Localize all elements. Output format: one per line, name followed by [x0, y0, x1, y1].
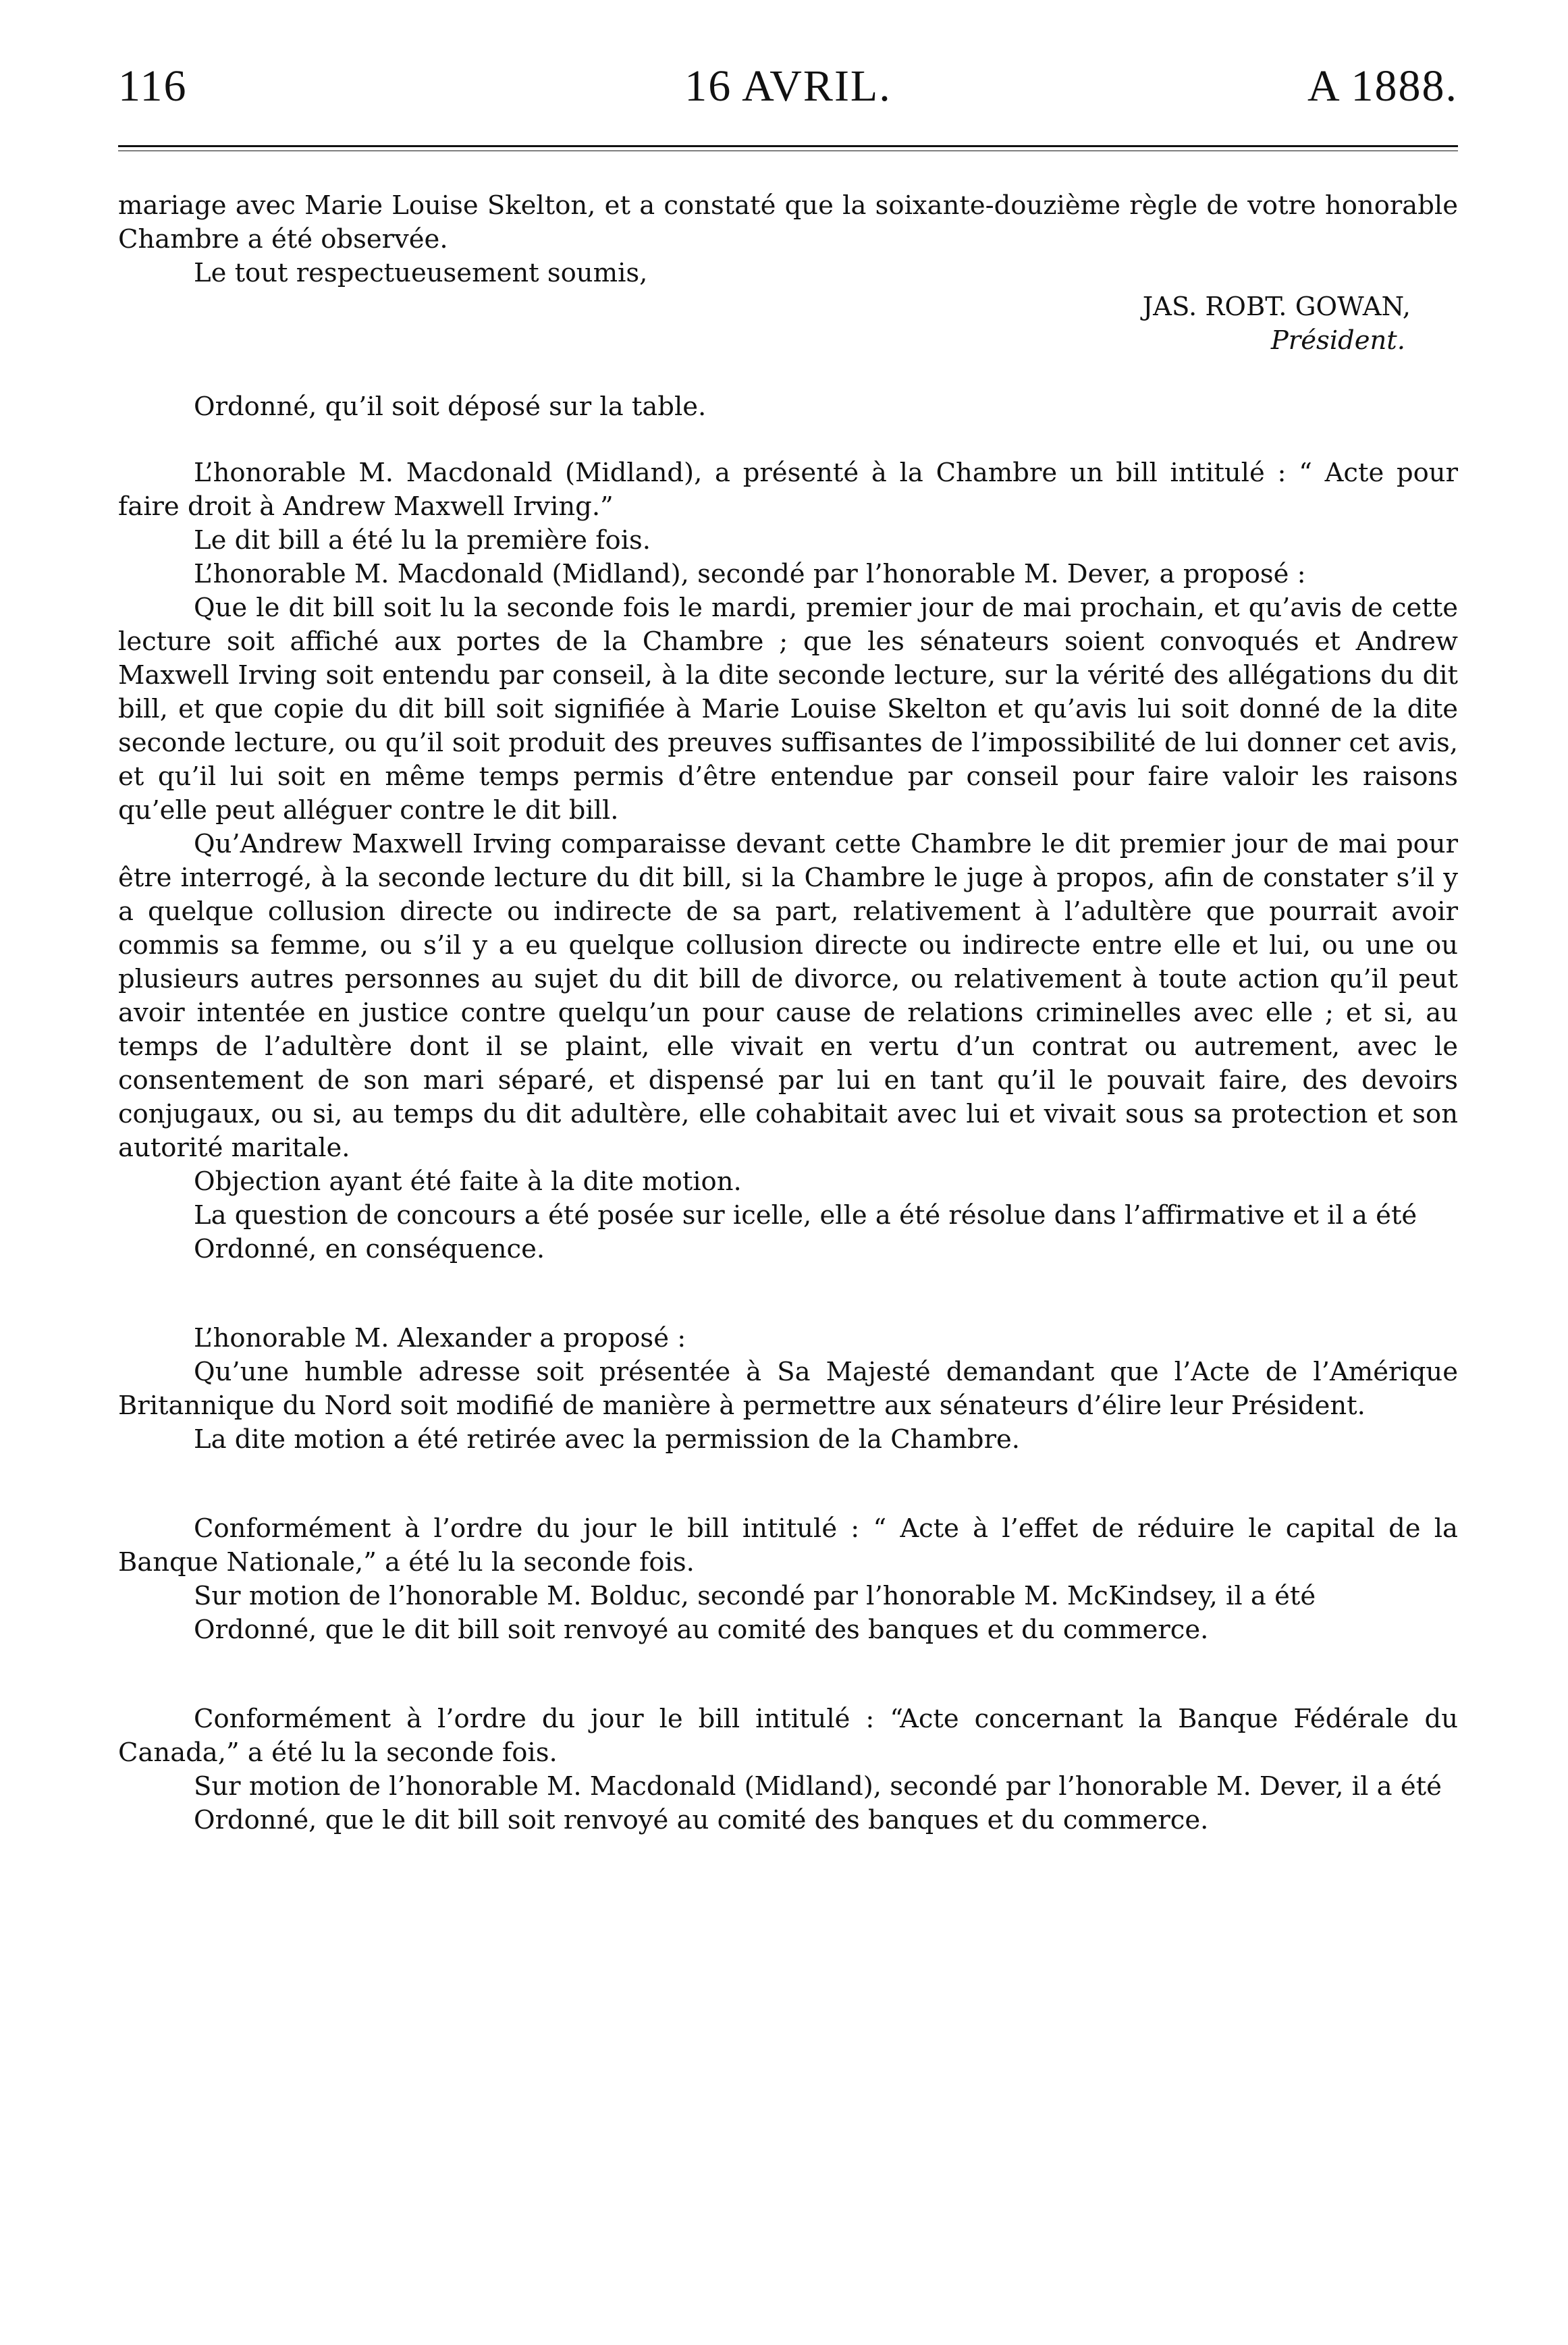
paragraph: Sur motion de l’honorable M. Bolduc, secondé par l’honorable M. McKindsey, il a été	[194, 1581, 1316, 1611]
paragraph: L’honorable M. Macdonald (Midland), a présenté à la Chambre un bill intitulé : “ Acte pour faire droit à Andrew Maxwell Irving.”	[118, 458, 1458, 522]
page-number: 116	[118, 61, 188, 111]
signature-title: Président.	[1270, 325, 1405, 356]
paragraph: Conformément à l’ordre du jour le bill intitulé : “Acte concernant la Banque Fédérale du Canada,” a été lu la seconde fois.	[118, 1704, 1458, 1768]
paragraph: Le dit bill a été lu la première fois.	[194, 525, 651, 556]
paragraph: Ordonné, qu’il soit déposé sur la table.	[194, 392, 707, 422]
paragraph: Ordonné, en conséquence.	[194, 1234, 545, 1264]
header-rule	[118, 145, 1458, 147]
document-body	[118, 189, 1458, 1837]
paragraph: L’honorable M. Alexander a proposé :	[194, 1323, 686, 1353]
paragraph: Ordonné, que le dit bill soit renvoyé au comité des banques et du commerce.	[194, 1615, 1209, 1645]
paragraph: Qu’Andrew Maxwell Irving comparaisse devant cette Chambre le dit premier jour de mai pour être interrogé, à la seconde lecture du dit bill, si la Chambre le juge à propos, afin de constater s’il y a quelque collusion directe ou indirecte de sa part, relativement à l’adultère que pourrait avoir commis sa femme, ou s’il y a eu quelque collusion directe ou indirecte entre elle et lui, ou une ou plusieurs autres personnes au sujet du dit bill de divorce, ou relativement à toute action qu’il peut avoir intentée en justice contre quelqu’un pour cause de relations criminelles avec elle ; et si, au temps de l’adultère dont il se plaint, elle vivait en vertu d’un contrat ou autrement, avec le consentement de son mari séparé, et dispensé par lui en tant qu’il le pouvait faire, des devoirs conjugaux, ou si, au temps du dit adultère, elle cohabitait avec lui et vivait sous sa protection et son autorité maritale.	[118, 829, 1458, 1163]
running-head-date: 16 AVRIL.	[684, 61, 892, 111]
paragraph: La dite motion a été retirée avec la permission de la Chambre.	[194, 1424, 1020, 1455]
paragraph: Sur motion de l’honorable M. Macdonald (Midland), secondé par l’honorable M. Dever, il a été	[194, 1771, 1442, 1802]
signature-name: JAS. ROBT. GOWAN,	[1142, 292, 1411, 322]
paragraph: La question de concours a été posée sur icelle, elle a été résolue dans l’affirmative et il a été	[194, 1200, 1417, 1231]
running-head-year: A 1888.	[1307, 61, 1458, 111]
running-head	[118, 61, 1458, 135]
page	[118, 61, 1458, 2315]
paragraph: Ordonné, que le dit bill soit renvoyé au comité des banques et du commerce.	[194, 1805, 1209, 1835]
paragraph: Qu’une humble adresse soit présentée à Sa Majesté demandant que l’Acte de l’Amérique Britannique du Nord soit modifié de manière à permettre aux sénateurs d’élire leur Président.	[118, 1357, 1458, 1421]
paragraph: Conformément à l’ordre du jour le bill intitulé : “ Acte à l’effet de réduire le capital de la Banque Nationale,” a été lu la seconde fois.	[118, 1513, 1458, 1578]
paragraph: mariage avec Marie Louise Skelton, et a constaté que la soixante-douzième règle de votre honorable Chambre a été observée.	[118, 190, 1458, 254]
paragraph: Objection ayant été faite à la dite motion.	[194, 1166, 742, 1197]
paragraph: L’honorable M. Macdonald (Midland), secondé par l’honorable M. Dever, a proposé :	[194, 559, 1306, 589]
paragraph: Le tout respectueusement soumis,	[194, 258, 648, 288]
signature-block	[118, 290, 1458, 358]
paragraph: Que le dit bill soit lu la seconde fois le mardi, premier jour de mai prochain, et qu’avis de cette lecture soit affiché aux portes de la Chambre ; que les sénateurs soient convoqués et Andrew Maxwell Irving soit entendu par conseil, à la dite seconde lecture, sur la vérité des allégations du dit bill, et que copie du dit bill soit signifiée à Marie Louise Skelton et qu’avis lui soit donné de la dite seconde lecture, ou qu’il soit produit des preuves suffisantes de l’impossibilité de lui donner cet avis, et qu’il lui soit en même temps permis d’être entendue par conseil pour faire valoir les raisons qu’elle peut alléguer contre le dit bill.	[118, 593, 1458, 826]
